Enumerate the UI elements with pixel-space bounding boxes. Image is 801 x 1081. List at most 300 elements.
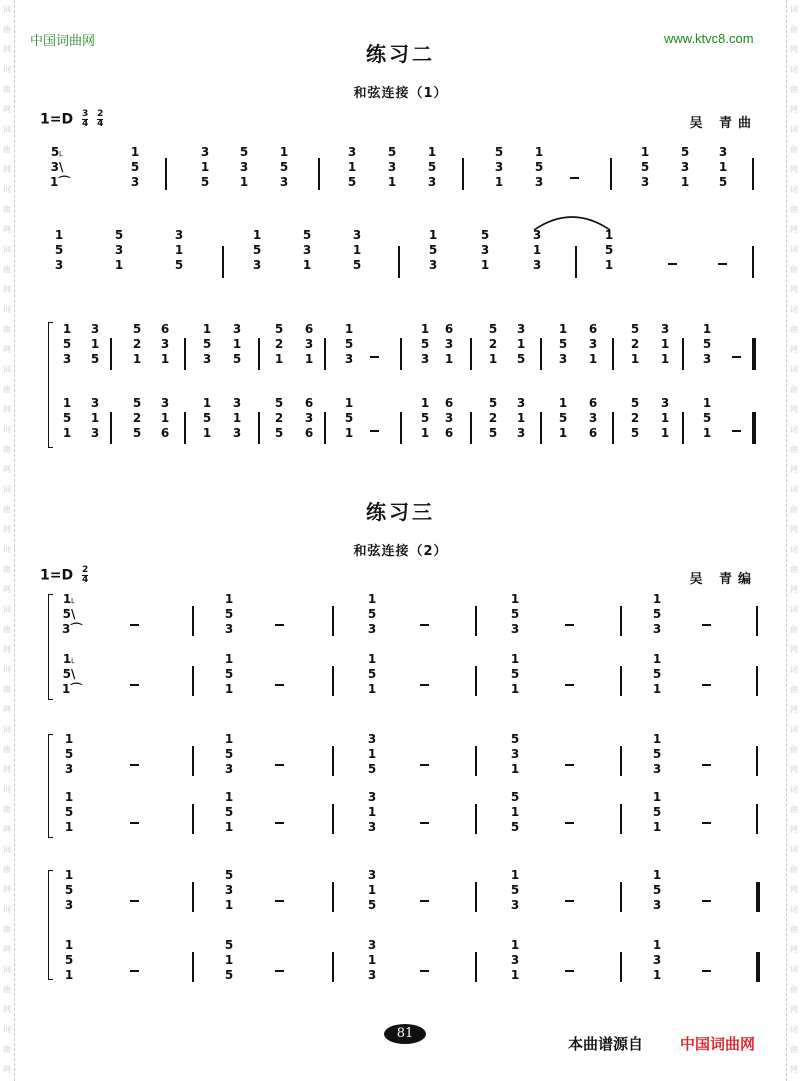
- note: 1: [588, 352, 598, 366]
- note: 1: [652, 938, 662, 952]
- watermark-char: 网: [3, 45, 11, 54]
- watermark-char: 网: [3, 165, 11, 174]
- note: 1: [367, 682, 377, 696]
- watermark-char: 词: [790, 185, 798, 194]
- note: 1: [558, 426, 568, 440]
- note: 3: [652, 762, 662, 776]
- chord: [62, 592, 83, 637]
- note: 3: [130, 175, 140, 189]
- note: 3: [558, 352, 568, 366]
- final-barline: [752, 338, 756, 370]
- source-label: 本曲谱源自: [568, 1035, 644, 1053]
- time-signature-1: $\frac{3}{4}$: [81, 109, 89, 129]
- note: 3: [510, 953, 520, 967]
- hold-dash: [718, 263, 727, 265]
- note: 3: [516, 426, 526, 440]
- note: 1: [347, 160, 357, 174]
- barline: [470, 338, 472, 370]
- note: 2: [630, 337, 640, 351]
- note: 3: [279, 175, 289, 189]
- chord: [678, 145, 692, 190]
- note: 1: [130, 145, 140, 159]
- note: 5: [367, 898, 377, 912]
- watermark-char: 曲: [3, 865, 11, 874]
- note: 5: [630, 396, 640, 410]
- watermark-char: 网: [3, 765, 11, 774]
- barline: [192, 882, 194, 912]
- note: 1: [279, 145, 289, 159]
- watermark-char: 网: [790, 585, 798, 594]
- watermark-char: 词: [3, 605, 11, 614]
- barline: [192, 952, 194, 982]
- barline: [110, 412, 112, 444]
- chord: [222, 868, 236, 913]
- chord: [172, 228, 186, 273]
- note: 5: [510, 607, 520, 621]
- note: 5: [516, 352, 526, 366]
- hold-dash: [565, 900, 574, 902]
- note: 5: [630, 426, 640, 440]
- barline: [540, 412, 542, 444]
- hold-dash: [275, 822, 284, 824]
- note: 1: [510, 682, 520, 696]
- chord: [650, 938, 664, 983]
- barline: [332, 804, 334, 834]
- chord: [365, 868, 379, 913]
- chord: [222, 938, 236, 983]
- note: 6: [444, 322, 454, 336]
- hold-dash: [420, 822, 429, 824]
- watermark-char: 词: [3, 965, 11, 974]
- watermark-char: 曲: [790, 685, 798, 694]
- note: 1: [652, 592, 662, 606]
- note: 1: [64, 790, 74, 804]
- note: 6: [304, 426, 314, 440]
- note: 1: [604, 228, 614, 242]
- hold-dash: [702, 970, 711, 972]
- note: 5: [510, 667, 520, 681]
- barline: [192, 666, 194, 696]
- chord: [638, 145, 652, 190]
- watermark-char: 曲: [790, 745, 798, 754]
- note: 1: [344, 426, 354, 440]
- watermark-char: 词: [3, 425, 11, 434]
- watermark-char: 网: [790, 945, 798, 954]
- watermark-char: 网: [3, 1065, 11, 1074]
- note: 6: [444, 426, 454, 440]
- barline: [324, 412, 326, 444]
- note: 1: [132, 352, 142, 366]
- note: 1: [239, 175, 249, 189]
- barline: [400, 338, 402, 370]
- chord: [158, 322, 172, 367]
- watermark-char: 网: [790, 705, 798, 714]
- note: 3: [532, 258, 542, 272]
- note: 1: [114, 258, 124, 272]
- exercise3-composer: 吴 青编: [689, 572, 757, 587]
- chord: [365, 592, 379, 637]
- note: 1: [660, 426, 670, 440]
- watermark-char: 曲: [3, 565, 11, 574]
- watermark-char: 词: [3, 545, 11, 554]
- chord: [530, 228, 544, 273]
- note: 5: [558, 337, 568, 351]
- chord: [650, 592, 664, 637]
- chord: [277, 145, 291, 190]
- note: 1: [652, 820, 662, 834]
- note: 3: [588, 411, 598, 425]
- note: 5: [279, 160, 289, 174]
- system-bracket: [48, 734, 53, 838]
- chord: [365, 732, 379, 777]
- watermark-char: 曲: [3, 1045, 11, 1054]
- source-site-link[interactable]: 中国词曲网: [680, 1035, 756, 1053]
- note: 5: [652, 667, 662, 681]
- page-number: 81: [384, 1024, 426, 1044]
- hold-dash: [732, 430, 741, 432]
- note: 5: [344, 337, 354, 351]
- note: 3: [516, 396, 526, 410]
- note: 1: [344, 396, 354, 410]
- note: 3: [90, 396, 100, 410]
- note: 5: [630, 322, 640, 336]
- watermark-char: 曲: [790, 25, 798, 34]
- barline: [682, 338, 684, 370]
- note: 3: [652, 898, 662, 912]
- note: 1: [510, 805, 520, 819]
- note: 1: [558, 396, 568, 410]
- note: 1: [702, 426, 712, 440]
- note: 3: [367, 790, 377, 804]
- note: 3: [367, 732, 377, 746]
- note: 3: [420, 352, 430, 366]
- note: 5: [420, 411, 430, 425]
- chord: [365, 652, 379, 697]
- watermark-char: 词: [790, 365, 798, 374]
- note: 3: [367, 868, 377, 882]
- hold-dash: [420, 624, 429, 626]
- note: 1: [604, 258, 614, 272]
- watermark-char: 网: [3, 585, 11, 594]
- note: 5: [62, 337, 72, 351]
- watermark-char: 曲: [3, 85, 11, 94]
- watermark-char: 曲: [790, 925, 798, 934]
- note: 3: [588, 337, 598, 351]
- site-url[interactable]: www.ktvc8.com: [664, 31, 754, 46]
- note: 1: [344, 322, 354, 336]
- watermark-char: 曲: [3, 445, 11, 454]
- barline: [192, 746, 194, 776]
- watermark-char: 网: [3, 105, 11, 114]
- note: 5: [132, 322, 142, 336]
- note: 1: [224, 732, 234, 746]
- note: 5: [510, 883, 520, 897]
- note: 5: [224, 868, 234, 882]
- chord: [222, 592, 236, 637]
- note: 5: [558, 411, 568, 425]
- note: 2: [488, 411, 498, 425]
- watermark-char: 网: [790, 225, 798, 234]
- note: 1: [54, 228, 64, 242]
- note: 5: [494, 145, 504, 159]
- chord: [200, 322, 214, 367]
- hold-dash: [370, 430, 379, 432]
- note: 5: [232, 352, 242, 366]
- note: 1: [274, 352, 284, 366]
- note: 1: [232, 411, 242, 425]
- note: 1: [516, 411, 526, 425]
- watermark-char: 曲: [3, 805, 11, 814]
- hold-dash: [275, 684, 284, 686]
- barline: [756, 804, 758, 834]
- chord: [62, 652, 83, 697]
- watermark-char: 词: [790, 425, 798, 434]
- note: 3: [702, 352, 712, 366]
- barline: [610, 158, 612, 190]
- barline: [332, 952, 334, 982]
- hold-dash: [570, 177, 579, 179]
- note: 5: [604, 243, 614, 257]
- watermark-char: 词: [3, 125, 11, 134]
- note: 1: [420, 426, 430, 440]
- note: 1: [480, 258, 490, 272]
- note: 1: [200, 160, 210, 174]
- barline: [184, 338, 186, 370]
- note: 5: [640, 160, 650, 174]
- watermark-char: 曲: [3, 145, 11, 154]
- hold-dash: [275, 970, 284, 972]
- barline: [222, 246, 224, 278]
- key-label: 1=D: [40, 567, 74, 584]
- note: 5: [62, 411, 72, 425]
- chord: [222, 652, 236, 697]
- watermark-char: 曲: [3, 505, 11, 514]
- note: 3: [224, 622, 234, 636]
- watermark-char: 网: [3, 285, 11, 294]
- chord: [222, 790, 236, 835]
- watermark-char: 网: [3, 1005, 11, 1014]
- note: 5: [224, 805, 234, 819]
- note: 5: [224, 938, 234, 952]
- chord: [586, 322, 600, 367]
- chord: [302, 396, 316, 441]
- exercise2-key-signature: [40, 110, 103, 129]
- note: 3: [62, 352, 72, 366]
- note: 5: [387, 145, 397, 159]
- note: 5: [64, 805, 74, 819]
- watermark-char: 词: [790, 305, 798, 314]
- note: 3: [347, 145, 357, 159]
- time-signature: $\frac{2}{4}$: [81, 565, 89, 585]
- watermark-char: 词: [790, 665, 798, 674]
- note: 1: [224, 682, 234, 696]
- note: 5: [54, 243, 64, 257]
- watermark-char: 网: [790, 405, 798, 414]
- chord: [486, 322, 500, 367]
- note: 2: [132, 411, 142, 425]
- chord: [230, 396, 244, 441]
- final-barline: [756, 882, 760, 912]
- note: 5: [420, 337, 430, 351]
- watermark-char: 词: [790, 245, 798, 254]
- note: 5: [224, 607, 234, 621]
- note: 3: [64, 762, 74, 776]
- barline: [165, 158, 167, 190]
- watermark-char: 词: [3, 5, 11, 14]
- chord: [514, 396, 528, 441]
- note: 1: [224, 592, 234, 606]
- barline: [756, 666, 758, 696]
- note: 5: [488, 396, 498, 410]
- note: 1: [660, 337, 670, 351]
- watermark-char: 网: [790, 105, 798, 114]
- chord: [418, 322, 432, 367]
- exercise3-subtitle: 和弦连接（2）: [353, 544, 448, 559]
- watermark-char: 词: [790, 125, 798, 134]
- chord: [700, 396, 714, 441]
- chord: [272, 396, 286, 441]
- barline: [575, 246, 577, 278]
- chord: [158, 396, 172, 441]
- hold-dash: [565, 970, 574, 972]
- note: 2: [274, 337, 284, 351]
- barline: [620, 882, 622, 912]
- hold-dash: [702, 624, 711, 626]
- note: 1: [660, 411, 670, 425]
- note: 3: [534, 175, 544, 189]
- exercise3-title: 练习三: [366, 500, 435, 524]
- watermark-char: 曲: [3, 925, 11, 934]
- note: 3: [64, 898, 74, 912]
- chord: [658, 396, 672, 441]
- note: 5: [480, 228, 490, 242]
- watermark-char: 曲: [790, 625, 798, 634]
- note: 1: [90, 337, 100, 351]
- chord: [628, 322, 642, 367]
- chord: [556, 322, 570, 367]
- note: 5: [200, 175, 210, 189]
- barline: [475, 804, 477, 834]
- note: 1: [64, 820, 74, 834]
- watermark-char: 曲: [3, 985, 11, 994]
- note: 5: [652, 805, 662, 819]
- note: 3: [160, 337, 170, 351]
- barline: [475, 882, 477, 912]
- note: 1: [62, 322, 72, 336]
- watermark-char: 词: [790, 485, 798, 494]
- chord: [350, 228, 364, 273]
- note: 3: [252, 258, 262, 272]
- barline: [612, 338, 614, 370]
- note: 3: [680, 160, 690, 174]
- note: 1: [224, 820, 234, 834]
- hold-dash: [130, 822, 139, 824]
- chord: [716, 145, 730, 190]
- system-bracket: [48, 594, 53, 700]
- watermark-char: 词: [790, 785, 798, 794]
- chord: [426, 228, 440, 273]
- chord: [342, 396, 356, 441]
- note: 3: [480, 243, 490, 257]
- chord: [302, 322, 316, 367]
- key-label: 1=D: [40, 111, 74, 128]
- watermark-char: 网: [3, 225, 11, 234]
- note: 1: [510, 652, 520, 666]
- note: 1: [224, 953, 234, 967]
- note: 5: [130, 160, 140, 174]
- note: 1: [510, 938, 520, 952]
- note: 5\: [62, 667, 76, 681]
- note: 2: [132, 337, 142, 351]
- note: 5: [64, 883, 74, 897]
- note: 5: [702, 337, 712, 351]
- note: 1: [64, 868, 74, 882]
- note: 3: [90, 426, 100, 440]
- final-barline: [756, 952, 760, 982]
- note: 3: [304, 411, 314, 425]
- watermark-char: 曲: [790, 985, 798, 994]
- note: 5: [652, 883, 662, 897]
- watermark-char: 网: [790, 885, 798, 894]
- note: 5: [274, 426, 284, 440]
- hold-dash: [130, 970, 139, 972]
- exercise2-composer: 吴 青曲: [689, 116, 757, 131]
- note: 1: [516, 337, 526, 351]
- note: 1: [64, 938, 74, 952]
- note: 3: [200, 145, 210, 159]
- watermark-char: 曲: [3, 625, 11, 634]
- chord: [250, 228, 264, 273]
- note: 6: [588, 426, 598, 440]
- note: 5: [132, 396, 142, 410]
- chord: [514, 322, 528, 367]
- watermark-char: 词: [3, 305, 11, 314]
- watermark-char: 曲: [790, 865, 798, 874]
- hold-dash: [420, 970, 429, 972]
- hold-dash: [702, 684, 711, 686]
- final-barline: [752, 412, 756, 444]
- note: 3: [444, 337, 454, 351]
- note: 5: [239, 145, 249, 159]
- watermark-char: 词: [3, 725, 11, 734]
- note: 1: [534, 145, 544, 159]
- chord: [442, 396, 456, 441]
- chord: [508, 732, 522, 777]
- watermark-char: 词: [3, 845, 11, 854]
- watermark-char: 曲: [3, 265, 11, 274]
- chord: [342, 322, 356, 367]
- note: 5: [302, 228, 312, 242]
- note: 5: [90, 352, 100, 366]
- note: 5: [702, 411, 712, 425]
- hold-dash: [420, 684, 429, 686]
- note: 1: [367, 592, 377, 606]
- watermark-char: 词: [790, 845, 798, 854]
- barline: [540, 338, 542, 370]
- barline: [756, 746, 758, 776]
- watermark-char: 网: [790, 345, 798, 354]
- note: 1˪: [62, 652, 76, 666]
- watermark-char: 曲: [790, 85, 798, 94]
- note: 6: [588, 322, 598, 336]
- watermark-char: 曲: [790, 1045, 798, 1054]
- note: 1: [428, 228, 438, 242]
- note: 3: [232, 322, 242, 336]
- note: 3: [344, 352, 354, 366]
- watermark-char: 词: [790, 905, 798, 914]
- site-logo-text[interactable]: 中国词曲网: [30, 34, 96, 49]
- note: 1: [174, 243, 184, 257]
